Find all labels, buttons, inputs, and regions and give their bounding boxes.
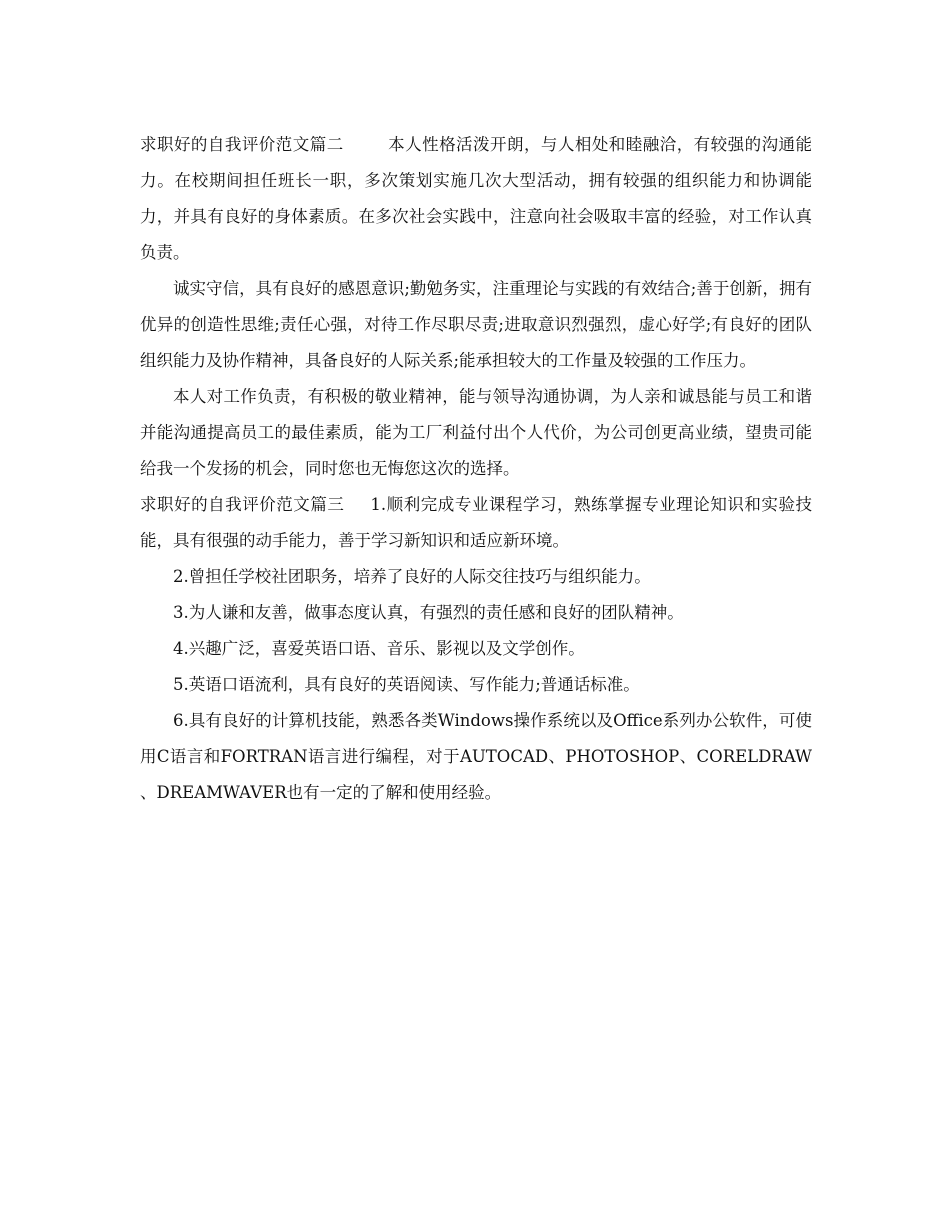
section3-list-item: 2.曾担任学校社团职务，培养了良好的人际交往技巧与组织能力。 <box>173 567 651 586</box>
section3-intro-paragraph <box>140 487 812 559</box>
section3-lead-text: 1.顺利完成专业课程学习，熟练掌握专业理论知识和实验技能，具有很强的动手能力，善于学习新知识和适应新环境。 <box>140 495 812 550</box>
section2-heading: 求职好的自我评价范文篇二 <box>140 135 344 154</box>
section2-paragraph-responsibility: 本人对工作负责，有积极的敬业精神，能与领导沟通协调，为人亲和诚恳能与员工和谐并能沟通提高员工的最佳素质，能为工厂利益付出个人代价，为公司创更高业绩，望贵司能给我一个发扬的机会，同时您也无悔您这次的选择。 <box>140 387 812 478</box>
section3-heading: 求职好的自我评价范文篇三 <box>140 495 345 514</box>
section3-list-item: 6.具有良好的计算机技能，熟悉各类Windows操作系统以及Office系列办公软件，可使用C语言和FORTRAN语言进行编程，对于AUTOCAD、PHOTOSHOP、CORELDRAW 、DREAMWAVER也有一定的了解和使用经验。 <box>140 711 812 802</box>
section2-lead-text: 本人性格活泼开朗，与人相处和睦融洽，有较强的沟通能力。在校期间担任班长一职，多次策划实施几次大型活动，拥有较强的组织能力和协调能力，并具有良好的身体素质。在多次社会实践中，注意向社会吸取丰富的经验，对工作认真负责。 <box>140 135 813 262</box>
document-body <box>140 127 812 811</box>
section3-list-item: 5.英语口语流利，具有良好的英语阅读、写作能力;普通话标准。 <box>173 675 640 694</box>
section2-intro-paragraph <box>140 127 812 271</box>
section3-list-item: 4.兴趣广泛，喜爱英语口语、音乐、影视以及文学创作。 <box>173 639 585 658</box>
section3-list-item: 3.为人谦和友善，做事态度认真，有强烈的责任感和良好的团队精神。 <box>173 603 684 622</box>
section2-paragraph-honesty: 诚实守信，具有良好的感恩意识;勤勉务实，注重理论与实践的有效结合;善于创新，拥有优异的创造性思维;责任心强，对待工作尽职尽责;进取意识烈强烈，虚心好学;有良好的团队组织能力及协作精神，具备良好的人际关系;能承担较大的工作量及较强的工作压力。 <box>140 279 812 370</box>
